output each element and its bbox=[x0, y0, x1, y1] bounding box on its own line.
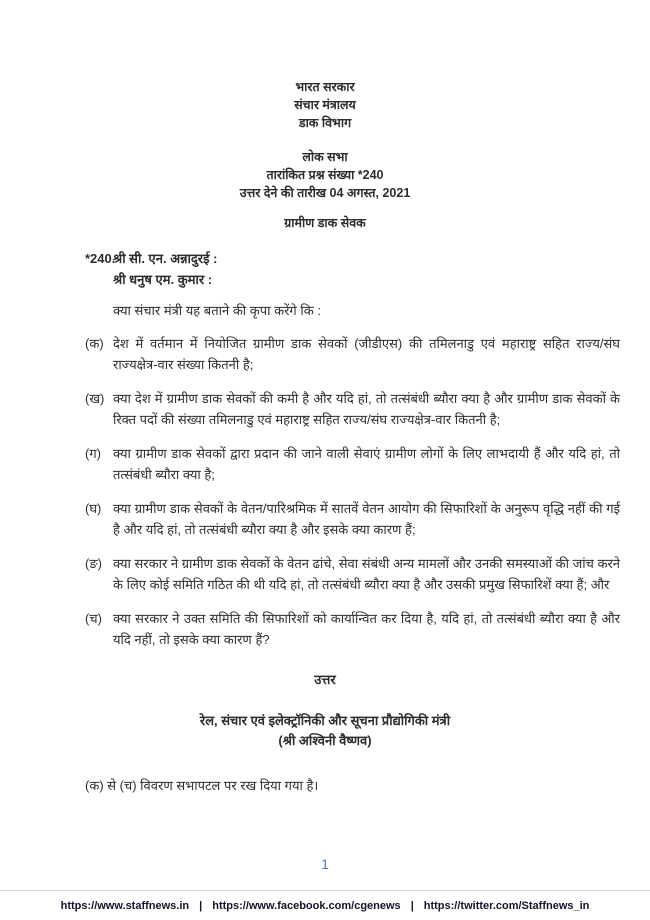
askers-block bbox=[85, 248, 620, 290]
footer-separator-1: | bbox=[199, 899, 203, 912]
question-text: क्या ग्रामीण डाक सेवकों द्वारा प्रदान की जाने वाली सेवाएं ग्रामीण लोगों के लिए लाभदायी हैं और यदि हां, तो तत्संबंधी ब्यौरा क्या है; bbox=[113, 446, 620, 482]
question-label: (ख) bbox=[85, 391, 105, 406]
asker-row-2 bbox=[85, 269, 620, 290]
question-label: (ङ) bbox=[85, 556, 102, 571]
minister-name: (श्री अश्विनी वैष्णव) bbox=[278, 733, 372, 748]
question-text: क्या सरकार ने ग्रामीण डाक सेवकों के वेतन ढांचे, सेवा संबंधी अन्य मामलों और उनकी समस्याओं की जांच करने के लिए कोई समिति गठित की थी यदि हां, तो तत्संबंधी ब्यौरा क्या है और उसकी प्रमुख सिफारिशें क्या हैं; और bbox=[113, 556, 620, 592]
question-label: (ग) bbox=[85, 446, 101, 461]
government-header bbox=[30, 78, 620, 132]
question-label: (क) bbox=[85, 336, 104, 351]
answer-heading: उत्तर bbox=[314, 672, 336, 687]
question-item-kha bbox=[85, 388, 620, 430]
intro-line: क्या संचार मंत्री यह बताने की कृपा करेंगे कि : bbox=[113, 303, 321, 318]
footer-link-staffnews[interactable]: https://www.staffnews.in bbox=[60, 899, 190, 912]
question-number: *240. bbox=[85, 251, 116, 266]
footer-separator-2: | bbox=[410, 899, 414, 912]
question-text: देश में वर्तमान में नियोजित ग्रामीण डाक सेवकों (जीडीएस) की तमिलनाडु एवं महाराष्ट्र सहित राज्य/संघ राज्यक्षेत्र-वार संख्या कितनी है; bbox=[113, 336, 620, 372]
subject-title: ग्रामीण डाक सेवक bbox=[284, 216, 366, 230]
question-label: (च) bbox=[85, 611, 102, 626]
question-text: क्या ग्रामीण डाक सेवकों के वेतन/पारिश्रमिक में सातवें वेतन आयोग की सिफारिशों के अनुरूप वृद्धि नहीं की गई है और यदि हां, तो तत्संबंधी ब्यौरा क्या है और इसके क्या कारण हैं; bbox=[113, 501, 620, 537]
question-item-cha bbox=[85, 608, 620, 650]
asker-name-2: श्री धनुष एम. कुमार : bbox=[113, 272, 213, 287]
ministry-line: संचार मंत्रालय bbox=[294, 98, 356, 112]
answer-date-line: उत्तर देने की तारीख 04 अगस्त, 2021 bbox=[239, 186, 411, 200]
govt-line: भारत सरकार bbox=[295, 80, 355, 94]
question-item-gha bbox=[85, 498, 620, 540]
footer-link-facebook[interactable]: https://www.facebook.com/cgenews bbox=[212, 899, 401, 912]
question-item-ka bbox=[85, 333, 620, 375]
minister-title: रेल, संचार एवं इलेक्ट्रॉनिकी और सूचना प्रौद्योगिकी मंत्री bbox=[199, 713, 451, 728]
question-number-line: तारांकित प्रश्न संख्या *240 bbox=[266, 168, 384, 182]
page-number: 1 bbox=[321, 856, 329, 872]
department-line: डाक विभाग bbox=[298, 116, 352, 130]
question-item-nga bbox=[85, 553, 620, 595]
asker-name-1: श्री सी. एन. अन्नादुरई : bbox=[113, 251, 218, 266]
house-line: लोक सभा bbox=[302, 150, 348, 164]
asker-row-1 bbox=[85, 248, 620, 269]
footer-bar bbox=[0, 890, 650, 920]
answer-statement: (क) से (च) विवरण सभापटल पर रख दिया गया है। bbox=[85, 778, 319, 793]
question-item-ga bbox=[85, 443, 620, 485]
minister-block bbox=[30, 711, 620, 751]
question-label: (घ) bbox=[85, 501, 102, 516]
session-header bbox=[30, 148, 620, 202]
question-text: क्या सरकार ने उक्त समिति की सिफारिशों को कार्यान्वित कर दिया है, यदि हां, तो तत्संबंधी ब्यौरा क्या है और यदि नहीं, तो इसके क्या कारण हैं? bbox=[113, 611, 620, 647]
question-text: क्या देश में ग्रामीण डाक सेवकों की कमी है और यदि हां, तो तत्संबंधी ब्यौरा क्या है और ग्रामीण डाक सेवकों के रिक्त पदों की संख्या तमिलनाडु एवं महाराष्ट्र सहित राज्य/संघ राज्यक्षेत्र-वार कितनी है; bbox=[113, 391, 620, 427]
footer-link-twitter[interactable]: https://twitter.com/Staffnews_in bbox=[423, 899, 590, 912]
